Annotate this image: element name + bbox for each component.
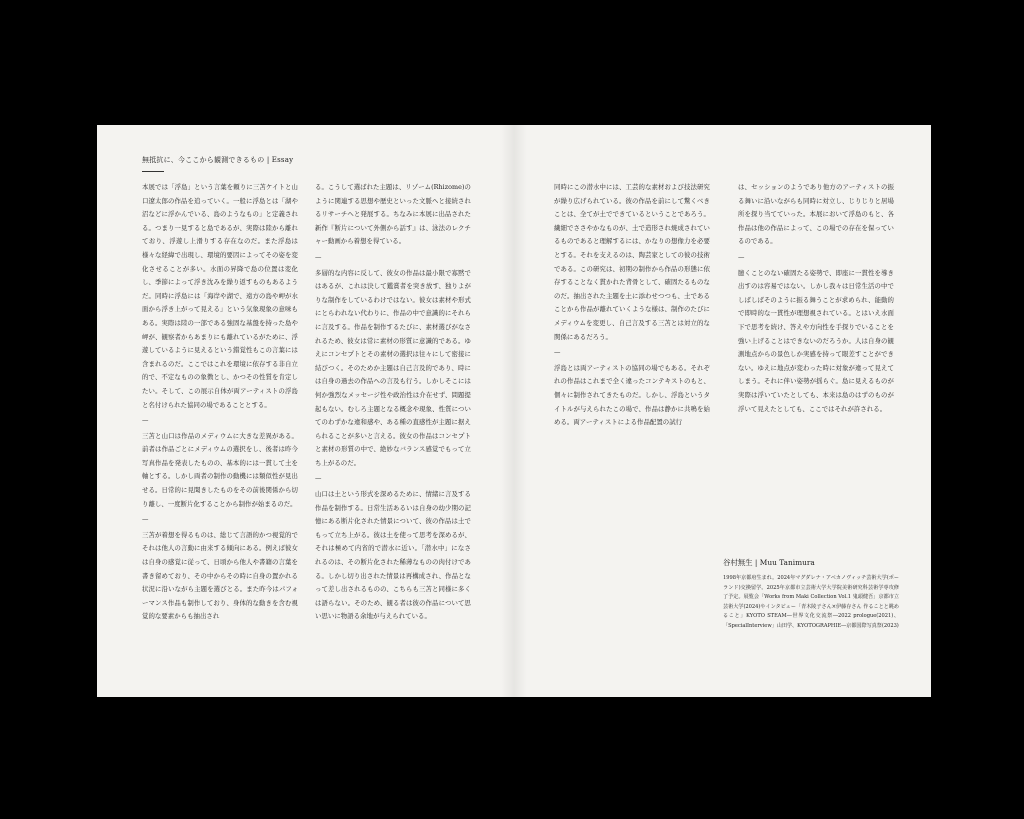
section-dash: —	[315, 474, 322, 483]
section-dash: —	[554, 348, 561, 357]
paragraph: 臆くことのない確固たる姿勢で、即座に一貫性を導き出すのは容易ではない。しかし我々は日常生活の中でしばしばそのように振る舞うことが求められ、能動的で即時的な一貫性が理想視されている。とはいえ水面下で思考を続け、答えや方向性を手探りでいることを強い上げることはできないのだろうか。人は自身の観測地点からの景色しか実感を持って眼差すことができない。ゆえに地点が変わった時に対象が違って見えてしまう。それに伴い姿勢が揺らぐ。島に見えるものが実際は浮いていたとしても、本来は島のはずのものが浮いて見えたとしても、ここではそれが許される。	[738, 268, 894, 413]
paragraph: 三苫が着想を得るものは、総じて言語的かつ視覚的でそれは他人の言動に由来する傾向にある。例えば彼女は自身の感覚に従って、日頃から他人や書籍の言葉を書き留めており、その中からその時に自身の置かれる状況に沿いながら主題を選びとる。また昨今はパフォーマンス作品も制作しており、身体的な動きを含む視覚的な要素からも抽出され	[142, 530, 298, 621]
paragraph: 三苫と山口は作品のメディウムに大きな差異がある。前者は作品ごとにメディウムの選択をし、後者は昨今写真作品を発表したものの、基本的には一貫して土を軸とする。しかし両者の制作の動機には類似性が見出せる。日常的に見聞きしたものをその前後関係から切り離し、一度断片化することから制作が始まるのだ。	[142, 431, 298, 508]
section-dash: —	[738, 252, 745, 261]
book-spread	[97, 125, 931, 697]
paragraph: は、セッションのようであり他方のアーティストの振る舞いに沿いながらも同時に対立し、じりじりと居場所を探り当てていった。本展において浮島のもと、各作品は他の作品によって、この場での存在を保っているのである。	[738, 183, 894, 246]
author-name: 谷村無生 | Muu Tanimura	[723, 558, 815, 567]
paragraph: 山口は土という形式を深めるために、情緒に言及する作品を制作する。日常生活あるいは自身の幼少期の記憶にある断片化された情景について、彼の作品は土でもって立ち上がる。彼は土を使って思考を深めるが、それは極めて内省的で潜水に近い。「潜水中」になされるのは、その断片化された稀薄なものの肉付けである。しかし切り出された情景は再構成され、作品となって差し出されるものの、こちらも三苫と同様に多くは語らない。そのため、観る者は彼の作品について思い思いに物語る余地が与えられている。	[315, 490, 471, 621]
header-rule	[142, 171, 164, 172]
page-header: 無抵抗に、今ここから観測できるもの | Essay	[142, 156, 294, 164]
paragraph: 多層的な内容に反して、彼女の作品は最小限で寡黙ではあるが、これは決して鑑賞者を突き放す、独りよがりな制作をしているわけではない。彼女は素材や形式にとらわれない代わりに、作品の中で意識的にそれらに言及する。作品を制作するたびに、素材選びがなされるため、彼女は常に素材の形質に意識的である。ゆえにコンセプトとその素材の選択は往々にして密接に結びつく。そのためか主題は自己言及的であり、時には自身の過去の作品への言及も行う。しかしそこには何か強烈なメッセージ性や政治性は介在せず、問題提起もない。むしろ主題となる概念や現象、性質についてのわずかな違和感や、ある種の直感性が主題に据えられることが多いと言える。彼女の作品はコンセプトと素材の形質の中で、絶妙なバランス感覚でもって立ち上がるのだ。	[315, 268, 471, 467]
text-column-3	[554, 181, 710, 432]
section-dash: —	[142, 515, 149, 524]
section-dash: —	[315, 252, 322, 261]
author-bio-text: 1998年京都府生まれ。2024年マグダレナ・アベカノヴィッチ芸術大学(ポーランド)交換留学。2025年京都市立芸術大学大学院美術研究科芸術学専攻修了予定。展覧会「Works from Maki Collection Vol.1 鬼頭健吾」京都市立芸術大学(2024)やインタビュー「青木陵子さん×伊藤存さん 作ることと眺めること」KYOTO STEAM―世界文化交流祭―2022 prologue(2021)、「SpecialInterview」山田学、KYOTOGRAPHIE―京都国際写真祭(2023)	[723, 575, 899, 629]
paragraph: る。こうして選ばれた主題は、リゾーム(Rhizome)のように関連する思想や歴史といった文脈へと接続されるリサーチへと発展する。ちなみに本展に出品された新作『断片について外側から話す』は、泳法のレクチャー動画から着想を得ている。	[315, 183, 471, 246]
author-bio	[723, 557, 899, 632]
paragraph: 本展では「浮島」という言葉を頼りに三苫ケイトと山口遼太郎の作品を追っていく。一般に浮島とは「湖や沼などに浮かんでいる、島のようなもの」と定義される。つまり一見すると島であるが、実際は陸から離れており、浮遊し上滑りする存在なのだ。また浮島は様々な経緯で出現し、環境的要因によってその姿を変化させることが多い。水面の昇降で島の位置は変化し、季節によって浮き沈みを繰り返すものもあるようだ。同時に浮島には「海岸や湖で、遠方の島や岬が水面から浮き上がって見える」という気象現象の意味もある。実際は陸の一部である強固な基盤を持った島や岬が、観察者からあまりにも離れているがために、浮遊しているように見えるという錯覚性もこの言葉には含まれるのだ。ここではこれを環境に依存する非自立的で、不定なものの象徴とし、かつその性質を肯定したい。そして、この展示自体が両アーティストの浮島と名付けられた協同の場であることとする。	[142, 183, 298, 409]
section-dash: —	[142, 416, 149, 425]
text-column-4	[738, 181, 894, 418]
text-column-1	[142, 181, 298, 626]
paragraph: 浮島とは両アーティストの協同の場でもある。それぞれの作品はこれまで全く違ったコンテキストのもと、個々に制作されてきたものだ。しかし、浮島というタイトルが与えられたこの場で、作品は静かに共鳴を始める。両アーティストによる作品配置の試行	[554, 363, 710, 427]
paragraph: 同時にこの潜水中には、工芸的な素材および技法研究が繰り広げられている。彼の作品を前にして驚くべきことは、全てが土でできているということであろう。繊細でささやかなものが、土で造形され焼成されているものであると理解するには、かなりの想像力を必要とする。それを支えるのは、陶芸家としての彼の技術である。この研究は、初期の制作から作品の形態に依存することなく貫かれた背骨として、確固たるものなのだ。抽出された主題を土に添わせつつも、土であることから作品が離れていくような様は、制作のたびにメディウムを変更し、自己言及する三苫とは対立的な関係にあるだろう。	[554, 183, 710, 341]
gutter	[501, 125, 527, 697]
text-column-2	[315, 181, 471, 626]
